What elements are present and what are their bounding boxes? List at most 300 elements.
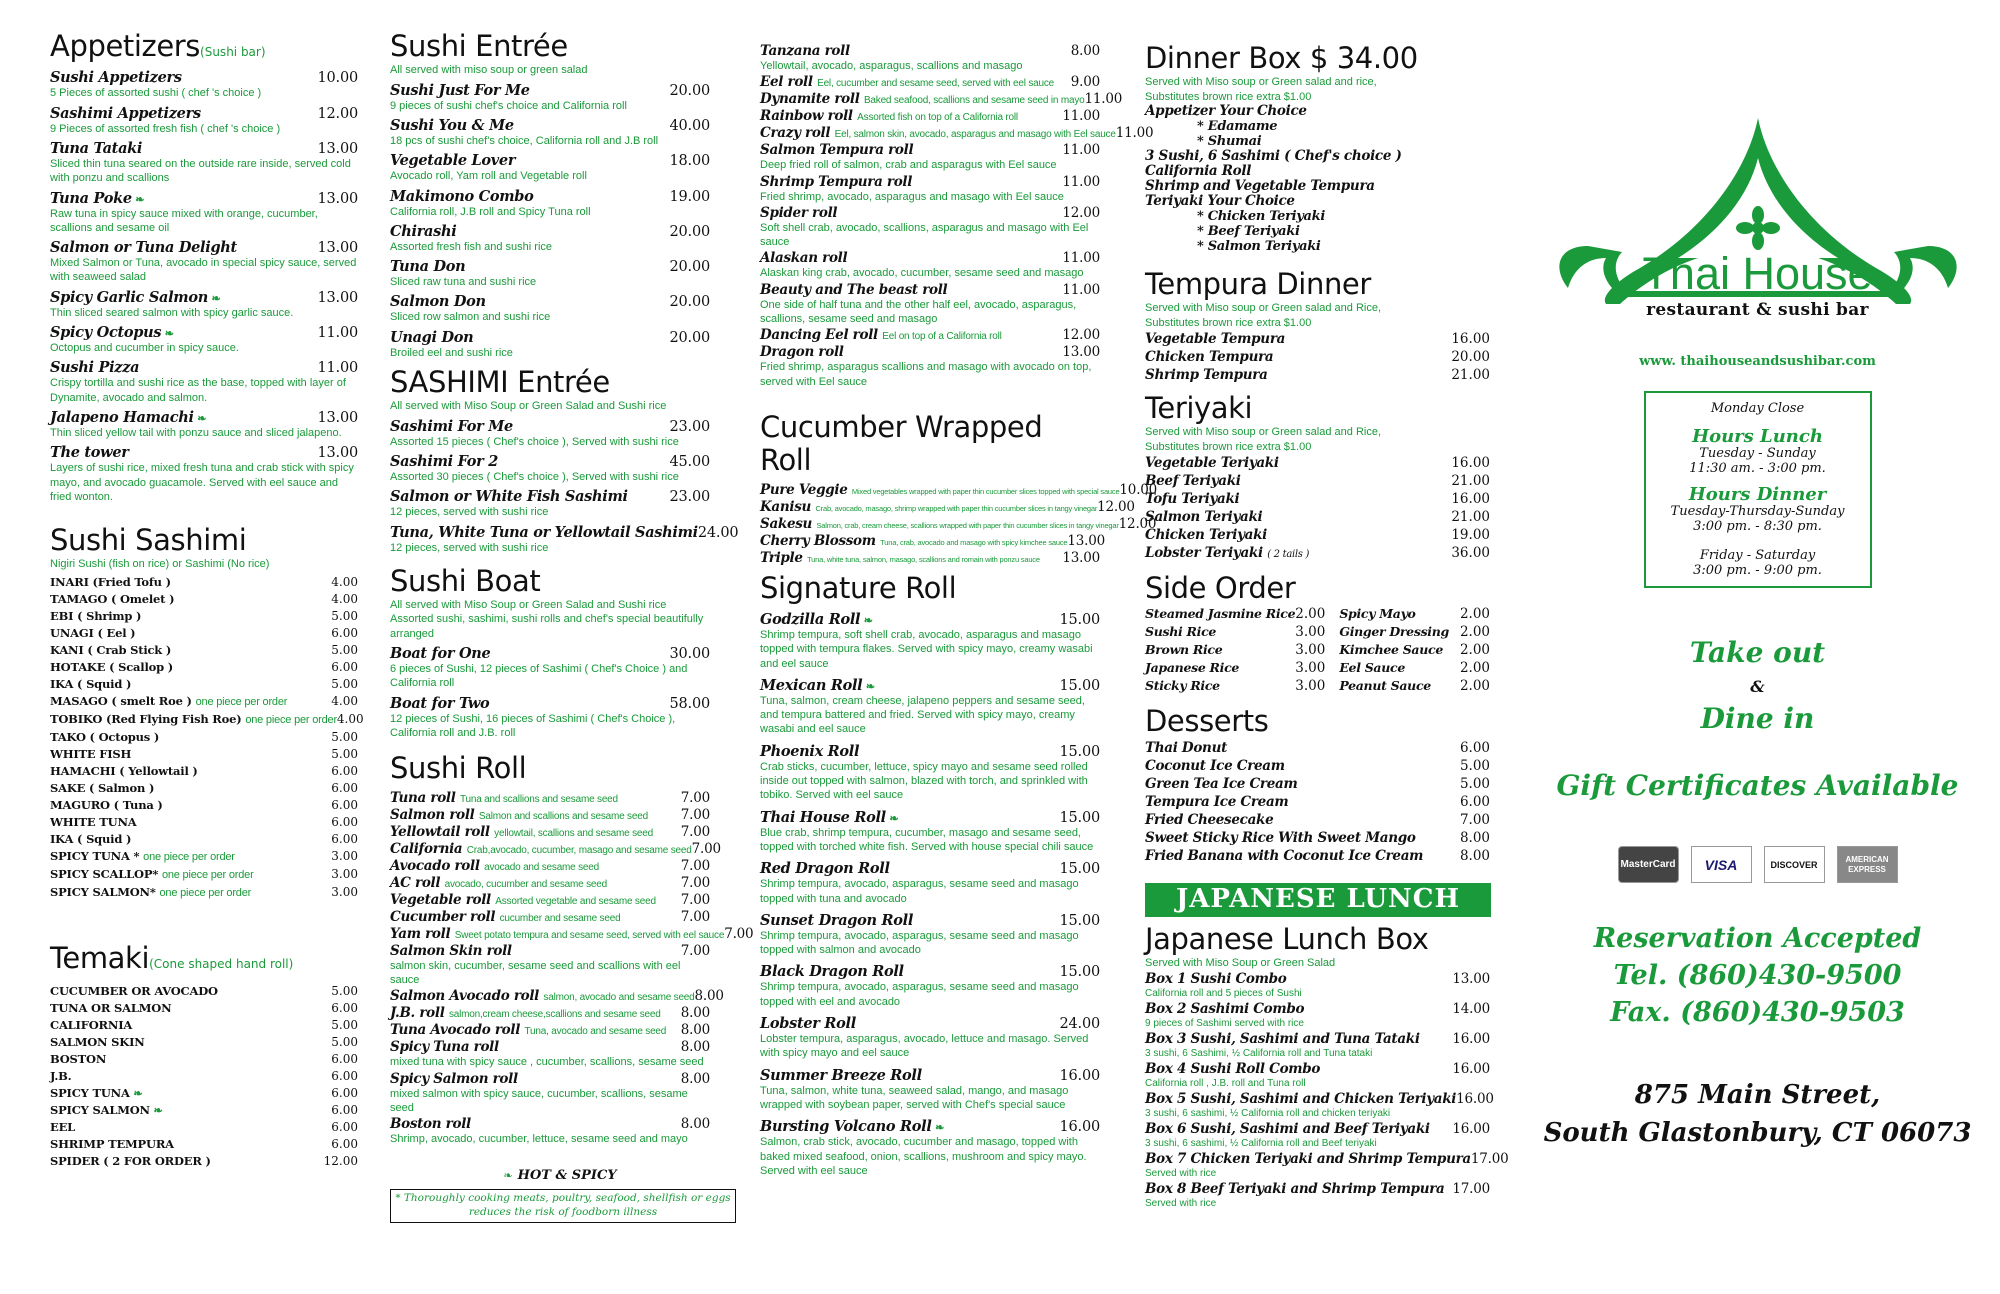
menu-item-name-wrap — [390, 1005, 661, 1021]
list-row-name-wrap — [1145, 508, 1262, 526]
list-row-name: Sweet Sticky Rice With Sweet Mango — [1145, 829, 1416, 846]
menu-item-row — [50, 190, 358, 207]
menu-item-price: 10.00 — [1119, 481, 1158, 498]
menu-item-row — [390, 223, 710, 240]
menu-item-desc: 18 pcs of sushi chef's choice, California roll and J.B roll — [390, 134, 659, 147]
menu-item-inline-desc: Eel, cucumber and sesame seed, served with eel sauce — [817, 78, 1055, 90]
list-row-name-wrap — [50, 1153, 211, 1170]
menu-item-price: 16.00 — [1059, 1119, 1100, 1136]
list-row — [1145, 454, 1490, 472]
list-row-price: 2.00 — [1459, 660, 1490, 677]
list-row-name: Fried Cheesecake — [1145, 811, 1274, 828]
dinner-days-2: Friday - Saturday — [1699, 548, 1816, 563]
menu-item-row — [390, 892, 710, 908]
list-row — [50, 1017, 358, 1034]
list-row-price: 3.00 — [1295, 678, 1326, 695]
list-row — [1145, 659, 1325, 677]
list-row — [1145, 677, 1325, 695]
menu-item-price: 10.00 — [317, 70, 358, 87]
menu-item-price: 13.00 — [1062, 549, 1100, 566]
menu-item — [760, 963, 1100, 1009]
menu-item-name: Kanisu — [760, 498, 812, 515]
menu-item-name: Spicy Salmon roll — [390, 1070, 518, 1087]
menu-item-inline-desc: Tuna, avocado and sesame seed — [524, 1026, 667, 1038]
list-row-name: Thai Donut — [1145, 739, 1228, 756]
menu-item-price: 13.00 — [317, 289, 358, 306]
dinner-box-line: * Edamame — [1197, 118, 1278, 134]
menu-item-name: Box 4 Sushi Roll Combo — [1145, 1061, 1321, 1078]
leaf-icon: ❧ — [860, 614, 873, 627]
menu-item-price: 8.00 — [1070, 43, 1100, 59]
dinner-box-line: Appetizer Your Choice — [1145, 102, 1307, 119]
list-row-name: Lobster Teriyaki — [1145, 544, 1263, 561]
menu-item-row — [390, 1071, 710, 1087]
menu-item-name: Alaskan roll — [760, 250, 848, 267]
menu-item-desc: 9 pieces of Sashimi served with rice — [1145, 1018, 1304, 1030]
list-row — [50, 831, 358, 848]
list-row-name-wrap — [50, 763, 198, 780]
menu-item-price: 17.00 — [1470, 1151, 1509, 1168]
menu-item-name-wrap — [390, 524, 698, 541]
menu-item-row — [390, 824, 710, 840]
list-row-name: CUCUMBER OR AVOCADO — [50, 984, 218, 999]
list-row-name-wrap — [50, 1017, 132, 1034]
list-row-name-wrap — [1145, 366, 1268, 384]
list-row — [50, 711, 364, 729]
menu-item-name: Shrimp Tempura roll — [760, 173, 913, 190]
menu-item-row — [760, 74, 1100, 90]
menu-item — [390, 1005, 710, 1021]
menu-item-desc: One side of half tuna and the other half eel, avocado, asparagus, scallions, sesame seed and masago — [760, 298, 1077, 326]
list-row-name-wrap — [1145, 775, 1297, 793]
menu-item-desc: mixed salmon with spicy sauce, cucumber, scallions, sesame seed — [390, 1087, 688, 1114]
menu-item-row — [760, 250, 1100, 266]
side-order-right — [1339, 605, 1490, 695]
menu-item-price: 8.00 — [694, 988, 724, 1005]
menu-item-name: Dancing Eel roll — [760, 327, 878, 344]
menu-item-name-wrap — [390, 943, 512, 959]
list-row-price: 5.00 — [331, 608, 358, 623]
menu-item-price: 13.00 — [317, 240, 358, 257]
menu-item-row — [760, 108, 1100, 124]
dinner-hours-title: Hours Dinner — [1688, 484, 1827, 505]
brand-tagline: restaurant & sushi bar — [1646, 300, 1869, 320]
menu-item-name-wrap — [760, 250, 847, 266]
menu-item — [760, 743, 1100, 803]
discover-icon: DISCOVER — [1764, 846, 1825, 883]
phone-number[interactable]: Tel. (860)430-9500 — [1613, 960, 1902, 991]
menu-item-name-wrap — [760, 912, 913, 929]
menu-item-price: 7.00 — [680, 874, 710, 891]
menu-item-row — [50, 69, 358, 86]
list-row-price: 21.00 — [1451, 508, 1490, 525]
menu-item-desc: 6 pieces of Sushi, 12 pieces of Sashimi ( Chef's Choice ) and California roll — [390, 663, 688, 690]
menu-item-price: 12.00 — [1097, 498, 1135, 515]
menu-item — [760, 327, 1100, 343]
menu-item — [760, 1118, 1100, 1178]
list-row-name-wrap — [1145, 847, 1423, 865]
column-5 — [1530, 118, 1985, 1152]
menu-item-name-wrap — [50, 444, 129, 461]
list-row-price: 16.00 — [1451, 330, 1490, 347]
menu-item-row — [760, 515, 1157, 532]
menu-item-name: Box 1 Sushi Combo — [1145, 971, 1287, 988]
menu-item-price: 13.00 — [1452, 971, 1490, 988]
menu-item-desc: Crab sticks, cucumber, lettuce, spicy mayo and sesame seed rolled inside out topped with salmon, blazed with torch, and sprinkled with tobiko. Served with eel sauce — [760, 760, 1088, 802]
menu-item-price: 7.00 — [680, 891, 710, 908]
list-row-name: SPICY TUNA * — [50, 848, 140, 863]
list-row-price: 6.00 — [331, 797, 358, 812]
menu-item — [50, 444, 358, 504]
menu-item-name: Dynamite roll — [760, 91, 860, 108]
menu-item-price: 20.00 — [669, 294, 710, 311]
list-row — [50, 1085, 358, 1102]
list-row-name: SPICY SCALLOP* — [50, 866, 159, 881]
list-row — [1339, 641, 1490, 659]
list-row-price: 20.00 — [1451, 348, 1490, 365]
list-row-name: IKA ( Squid ) — [50, 831, 132, 846]
address — [1530, 1076, 1985, 1152]
menu-item-row — [760, 611, 1100, 628]
menu-item-name-wrap — [760, 91, 1084, 107]
list-row-price: 6.00 — [331, 1137, 358, 1152]
list-row-price: 6.00 — [331, 831, 358, 846]
menu-item-row — [390, 695, 710, 712]
menu-item-name: Red Dragon Roll — [760, 860, 890, 878]
menu-item-price: 16.00 — [1452, 1061, 1490, 1078]
list-row-price: 21.00 — [1451, 472, 1490, 489]
menu-item-row — [760, 125, 1154, 142]
list-row — [1145, 775, 1490, 793]
menu-item-name-wrap — [760, 174, 912, 190]
menu-item-name-wrap — [390, 258, 465, 275]
menu-item-price: 19.00 — [669, 188, 710, 205]
menu-item-desc: Crispy tortilla and sushi rice as the base, topped with layer of Dynamite, avocado and salmon. — [50, 377, 346, 404]
menu-item-desc: Shrimp tempura, soft shell crab, avocado, asparagus and masago topped with tempura flakes. Served with spicy mayo, creamy wasabi and eel sauce — [760, 629, 1093, 670]
payment-cards — [1530, 846, 1985, 883]
menu-item-row — [760, 1067, 1100, 1084]
menu-item-desc: Yellowtail, avocado, asparagus, scallions and masago — [760, 60, 1023, 72]
sushi-entree-note: All served with miso soup or green salad — [390, 64, 588, 77]
menu-item-price: 13.00 — [317, 140, 358, 157]
menu-item-name-wrap — [390, 926, 724, 942]
menu-item-name-wrap — [390, 824, 653, 840]
dinner-box-title: Dinner Box $ 34.00 — [1145, 41, 1418, 75]
list-row — [1145, 811, 1490, 829]
menu-item-row — [50, 409, 358, 426]
list-row — [1145, 544, 1490, 564]
menu-item-row — [390, 329, 710, 346]
menu-item — [760, 282, 1100, 327]
list-row-note: one piece per order — [143, 850, 235, 863]
list-row — [1145, 739, 1490, 757]
menu-item-desc: Assorted 30 pieces ( Chef's choice ), Served with sushi rice — [390, 470, 679, 483]
menu-item-price: 16.00 — [1456, 1091, 1494, 1108]
list-row — [50, 693, 358, 711]
menu-item-price: 11.00 — [1062, 142, 1100, 159]
list-row-name-wrap — [50, 642, 171, 659]
menu-item-name: Box 6 Sushi, Sashimi and Beef Teriyaki — [1145, 1121, 1430, 1138]
website-link[interactable]: www. thaihouseandsushibar.com — [1639, 354, 1876, 369]
menu-item — [1145, 1151, 1509, 1180]
list-row-name-wrap — [50, 866, 254, 884]
list-row-name-wrap — [1145, 472, 1241, 490]
menu-item-inline-desc: Eel, salmon skin, avocado, asparagus and masago with Eel sauce — [834, 129, 1116, 141]
menu-item — [760, 677, 1100, 737]
list-row-name: Spicy Mayo — [1339, 606, 1416, 622]
menu-item-desc: California roll, J.B roll and Spicy Tuna roll — [390, 205, 591, 218]
list-row-price: 4.00 — [336, 711, 364, 726]
menu-item-price: 7.00 — [680, 789, 710, 806]
list-row-note: ( 2 tails ) — [1267, 548, 1310, 560]
menu-item-row — [390, 1005, 710, 1021]
sushi-boat-note: All served with Miso Soup or Green Salad and Sushi rice — [390, 599, 667, 612]
menu-item-row — [390, 790, 710, 806]
menu-item-desc: Shrimp, avocado, cucumber, lettuce, sesame seed and mayo — [390, 1133, 688, 1146]
menu-item-name: Sushi Appetizers — [50, 69, 182, 87]
leaf-icon: ❧ — [931, 1121, 945, 1135]
menu-item — [390, 1022, 710, 1038]
menu-item-name: Tuna Don — [390, 258, 466, 276]
menu-item — [760, 250, 1100, 280]
teriyaki-note: Served with Miso soup or Green salad and Rice, — [1145, 426, 1382, 439]
list-row — [1145, 366, 1490, 384]
list-row — [50, 983, 358, 1000]
side-order-left — [1145, 605, 1325, 695]
ampersand: & — [1750, 677, 1765, 696]
list-row-name-wrap — [1145, 641, 1222, 659]
menu-item-name: Boston roll — [390, 1116, 471, 1133]
menu-item-name-wrap — [390, 1022, 666, 1038]
menu-item-price: 58.00 — [669, 695, 710, 712]
list-row — [1145, 526, 1490, 544]
menu-item-name: Eel roll — [760, 74, 813, 91]
list-row-price: 2.00 — [1459, 606, 1490, 623]
menu-item-name-wrap — [760, 482, 1119, 498]
list-row-name-wrap — [50, 608, 141, 625]
menu-item — [390, 909, 710, 925]
menu-item-price: 15.00 — [1059, 809, 1100, 826]
list-row-name-wrap — [1145, 811, 1273, 829]
menu-item-desc: 3 sushi, 6 sashimi, ½ California roll and Beef teriyaki — [1145, 1138, 1377, 1150]
list-row-price: 3.00 — [331, 884, 358, 899]
menu-item-desc: Assorted 15 pieces ( Chef's choice ), Served with sushi rice — [390, 435, 679, 448]
list-row-price: 4.00 — [331, 693, 358, 708]
menu-item-desc: Shrimp tempura, avocado, asparagus, sesame seed and masago topped with salmon and avocado — [760, 929, 1079, 957]
list-row-price: 6.00 — [1459, 739, 1490, 756]
menu-item-name-wrap — [760, 677, 875, 694]
menu-item-inline-desc: Salmon, crab, cream cheese, scallions wrapped with paper thin cucumber slices in tangy vinegar — [816, 520, 1119, 530]
list-row-price: 2.00 — [1295, 606, 1326, 623]
list-row-name-wrap — [1145, 526, 1267, 544]
menu-item-name-wrap — [760, 327, 1002, 343]
sashimi-entree-title: SASHIMI Entrée — [390, 365, 610, 400]
menu-item-row — [390, 925, 754, 942]
list-row-price: 6.00 — [331, 1103, 358, 1118]
menu-item — [760, 125, 1154, 142]
menu-item — [760, 344, 1100, 389]
menu-item-row — [760, 344, 1100, 360]
list-row — [1145, 605, 1325, 623]
menu-item-price: 17.00 — [1452, 1181, 1490, 1198]
list-row-name: EBI ( Shrimp ) — [50, 608, 142, 623]
menu-item — [390, 925, 754, 942]
gift-certificates: Gift Certificates Available — [1556, 769, 1959, 802]
dinner-box-line: Teriyaki Your Choice — [1145, 192, 1295, 209]
menu-item-name-wrap — [390, 645, 490, 662]
menu-item-name-wrap — [390, 488, 628, 505]
menu-item-name-wrap — [390, 1116, 471, 1132]
menu-item-price: 18.00 — [669, 153, 710, 170]
list-row-price: 6.00 — [1459, 793, 1490, 810]
menu-item-name: Salmon Skin roll — [390, 942, 512, 959]
list-row — [50, 1000, 358, 1017]
menu-item-name-wrap — [760, 499, 1097, 515]
menu-item-price: 7.00 — [724, 925, 754, 942]
menu-item-name-wrap — [390, 988, 695, 1004]
list-row-name-wrap — [50, 746, 131, 763]
menu-item-price: 23.00 — [669, 489, 710, 506]
menu-item — [390, 293, 710, 324]
menu-item — [760, 860, 1100, 906]
list-row-name: Chicken Teriyaki — [1145, 526, 1267, 543]
menu-item — [390, 523, 739, 555]
menu-item-name-wrap — [390, 293, 486, 310]
menu-item — [390, 488, 710, 519]
menu-item-name-wrap — [1145, 1091, 1456, 1107]
list-row-name: Fried Banana with Coconut Ice Cream — [1145, 847, 1424, 864]
list-row-name-wrap — [50, 1034, 145, 1051]
teriyaki-title: Teriyaki — [1145, 390, 1253, 425]
menu-item — [1145, 971, 1490, 1000]
menu-item-desc: Shrimp tempura, avocado, asparagus, sesame seed and masago topped with eel and avocado — [760, 981, 1079, 1008]
menu-item-row — [390, 943, 710, 959]
menu-item-price: 14.00 — [1452, 1001, 1490, 1018]
list-row-name: SPICY TUNA — [50, 1086, 130, 1101]
menu-item-desc: Tuna, salmon, white tuna, seaweed salad, mango, and masago wrapped with soybean paper, served with Chef's special sauce — [760, 1084, 1069, 1111]
menu-item-name-wrap — [50, 289, 220, 306]
tempura-dinner-list — [1145, 330, 1490, 384]
menu-item-row — [1145, 1031, 1490, 1047]
menu-item-name: Jalapeno Hamachi — [50, 408, 194, 426]
menu-item-inline-desc: Tuna, crab, avocado and masago with spicy kimchee sauce — [880, 537, 1068, 547]
list-row-name: Brown Rice — [1145, 642, 1223, 658]
menu-item-name: Salmon or White Fish Sashimi — [390, 488, 628, 506]
menu-item-desc: Shrimp tempura, avocado, asparagus, sesame seed and masago topped with tuna and avocado — [760, 878, 1079, 905]
list-row — [50, 884, 358, 902]
menu-item-price: 7.00 — [691, 840, 721, 857]
menu-item-price: 11.00 — [317, 360, 358, 377]
list-row-name: WHITE FISH — [50, 746, 132, 761]
menu-item — [760, 550, 1100, 566]
closed-day: Monday Close — [1710, 401, 1805, 416]
menu-item-row — [390, 875, 710, 891]
menu-item-row — [760, 282, 1100, 298]
menu-item-row — [390, 488, 710, 505]
side-order-grid — [1145, 605, 1490, 695]
list-row-name-wrap — [1145, 490, 1239, 508]
menu-item-inline-desc: Assorted fish on top of a California roll — [857, 112, 1018, 124]
menu-item-price: 15.00 — [1059, 612, 1100, 628]
menu-item-name: Pure Veggie — [760, 481, 848, 498]
list-row-name: TAMAGO ( Omelet ) — [50, 591, 175, 606]
menu-item-name: Box 7 Chicken Teriyaki and Shrimp Tempura — [1145, 1151, 1471, 1168]
menu-item-name: California — [390, 840, 463, 857]
list-row-name-wrap — [50, 1068, 71, 1085]
menu-item — [760, 498, 1135, 515]
dinner-days-1: Tuesday-Thursday-Sunday — [1670, 504, 1845, 519]
list-row-price: 6.00 — [331, 1052, 358, 1067]
menu-item-price: 30.00 — [669, 646, 710, 663]
list-row-price: 5.00 — [331, 746, 358, 761]
sashimi-entree-note: All served with Miso Soup or Green Salad and Sushi rice — [390, 400, 667, 413]
menu-item — [390, 840, 721, 857]
menu-item-name: Thai House Roll — [760, 808, 886, 826]
menu-item-name: Spicy Octopus — [50, 324, 162, 342]
menu-item-name: Lobster Roll — [760, 1015, 856, 1033]
list-row-name-wrap — [50, 1085, 142, 1102]
menu-item-name: Box 2 Sashimi Combo — [1145, 1001, 1305, 1018]
list-row-name-wrap — [50, 1051, 106, 1068]
list-row-price: 6.00 — [331, 659, 358, 674]
menu-item-row — [760, 550, 1100, 566]
menu-item-row — [760, 963, 1100, 980]
list-row-name: Coconut Ice Cream — [1145, 757, 1285, 774]
menu-item-inline-desc: yellowtail, scallions and sesame seed — [494, 827, 653, 839]
menu-item-name: Box 8 Beef Teriyaki and Shrimp Tempura — [1145, 1181, 1445, 1198]
list-row-price: 6.00 — [331, 1086, 358, 1101]
list-row-name-wrap — [50, 884, 251, 902]
list-row-price: 7.00 — [1459, 811, 1490, 828]
menu-item-price: 8.00 — [680, 1070, 710, 1087]
menu-item-desc: Alaskan king crab, avocado, cucumber, sesame seed and masago — [760, 267, 1084, 280]
list-row-name-wrap — [50, 814, 137, 831]
menu-item-desc: Thin sliced seared salmon with spicy garlic sauce. — [50, 306, 294, 319]
menu-item-row — [760, 677, 1100, 694]
list-row-price: 6.00 — [331, 780, 358, 795]
menu-item — [760, 43, 1100, 73]
list-row-name: Shrimp Tempura — [1145, 366, 1268, 383]
list-row-name: Sushi Rice — [1145, 624, 1217, 640]
menu-item-name-wrap — [390, 82, 530, 99]
list-row — [50, 676, 358, 693]
desserts-list — [1145, 739, 1490, 865]
menu-item-name-wrap — [760, 43, 850, 59]
menu-item — [50, 289, 358, 320]
list-row-name: TAKO ( Octopus ) — [50, 729, 160, 744]
dinner-time-1: 3:00 pm. - 8:30 pm. — [1693, 519, 1822, 534]
menu-item-price: 16.00 — [1452, 1031, 1490, 1048]
menu-item-row — [390, 152, 710, 169]
menu-item-row — [50, 324, 358, 341]
list-row-price: 6.00 — [331, 763, 358, 778]
list-row-name-wrap — [50, 797, 163, 814]
menu-item-name-wrap — [390, 909, 620, 925]
tempura-dinner-title: Tempura Dinner — [1145, 266, 1371, 301]
menu-item-name: Tuna Tataki — [50, 139, 143, 157]
menu-item-desc: salmon skin, cucumber, sesame seed and scallions with eel sauce — [390, 959, 681, 986]
menu-item-name: J.B. roll — [390, 1005, 445, 1022]
address-line-2: South Glastonbury, CT 06073 — [1543, 1118, 1972, 1148]
menu-item-name-wrap — [50, 105, 201, 122]
list-row — [50, 1034, 358, 1051]
dinein-label: Dine in — [1700, 702, 1815, 735]
menu-item-row — [50, 289, 358, 306]
lunch-days: Tuesday - Sunday — [1699, 446, 1816, 461]
list-row — [50, 814, 358, 831]
menu-item-name: Sashimi For 2 — [390, 452, 499, 470]
menu-item-name-wrap — [390, 453, 498, 470]
